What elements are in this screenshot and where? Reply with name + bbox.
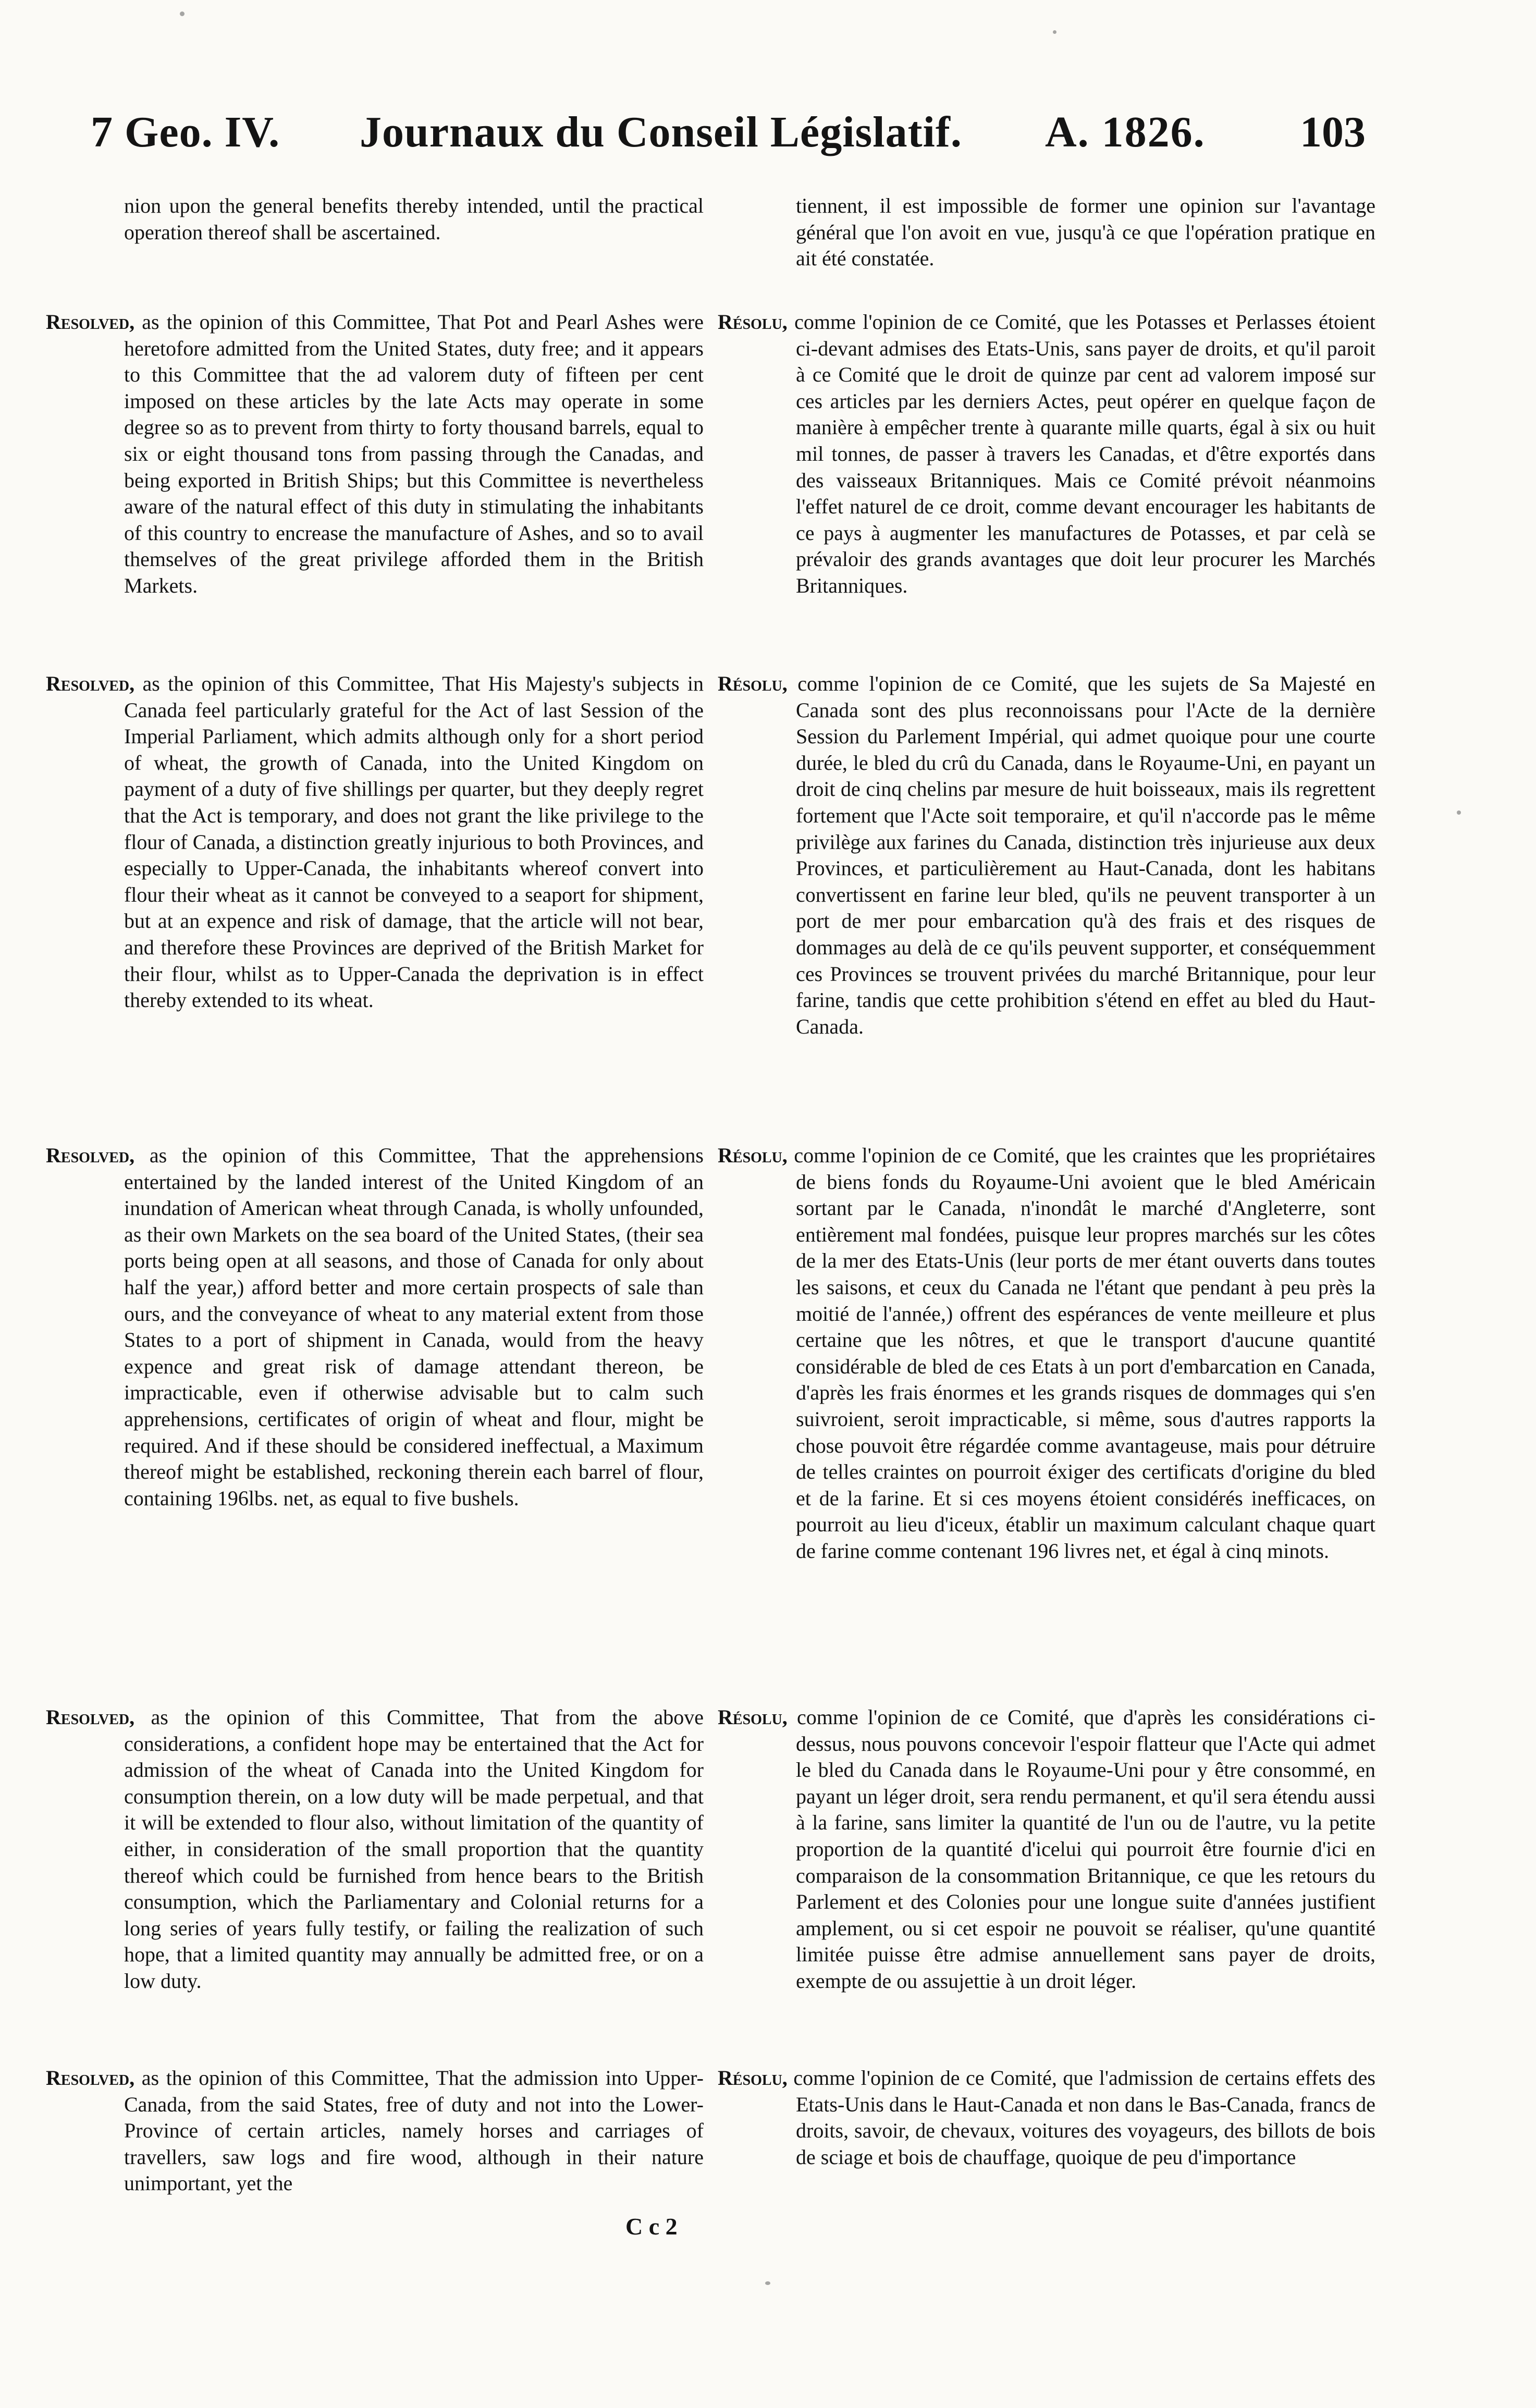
english-resolution-2 [46,671,704,1014]
resolution-lead: Resolved, [46,310,135,334]
english-resolution-1 [46,309,704,599]
paragraph-text: tiennent, il est impossible de former une opinion sur l'avantage général que l'on avoit en vue, jusqu'à ce que l'opération pratique en ait été constatée. [796,194,1375,271]
resolution-text: comme l'opinion de ce Comité, que les Potasses et Perlasses étoient ci-devant admises des Etats-Unis, sans payer de droits, et qu'il paroit à ce Comité que le droit de quinze par cent ad valorem imposé sur ces articles par les derniers Actes, peut opérer en quelque façon de manière à empêcher trente à quarante mille quarts, égal à six ou huit mil tonnes, de passer à travers les Canadas, et d'être exportés dans des vaisseaux Britanniques. Mais ce Comité prévoit néanmoins l'effet naturel de ce droit, comme devant encourager les habitants de ce pays à augmenter les manufactures de Potasses, et par celà se prévaloir des grands avantages que doit leur procurer les Marchés Britanniques. [787,310,1375,597]
ink-speck [765,2281,770,2285]
header-journal-title: Journaux du Conseil Législatif. [360,108,962,156]
resolution-text: comme l'opinion de ce Comité, que l'admission de certains effets des Etats-Unis dans le Haut-Canada et non dans le Bas-Canada, francs de droits, savoir, de chevaux, voitures des voyageurs, des billots de bois de sciage et bois de chauffage, quoique de peu d'importance [787,2066,1375,2169]
ink-speck [1053,30,1056,34]
resolution-lead: Resolved, [46,2066,135,2090]
ink-speck [1457,810,1461,815]
english-resolution-5 [46,2065,704,2197]
resolution-lead: Resolved, [46,1705,135,1729]
french-continuation-paragraph [718,193,1375,272]
french-resolution-5 [718,2065,1375,2170]
resolution-text: comme l'opinion de ce Comité, que d'après les considérations ci-dessus, nous pouvons concevoir l'espoir flatteur que l'Acte qui admet le bled du Canada dans le Royaume-Uni pour y être consommé, en payant un léger droit, sera rendu permanent, et qu'il sera étendu aussi à la farine, sans limiter la quantité de l'un ou de l'autre, vu la petite proportion de la quantité d'icelui qui pourroit être fournie d'ici en comparaison de la consommation Britannique, ce que les retours du Parlement et des Colonies pour une longue suite d'années justifient amplement, ou si cet espoir ne pouvoit se réaliser, qu'une quantité limitée puisse être admise annuellement sans payer de droits, exempte de ou assujettie à un droit léger. [787,1705,1375,1993]
english-resolution-3 [46,1142,704,1512]
english-continuation-paragraph [46,193,704,245]
resolution-lead: Résolu, [718,2066,788,2090]
printer-signature-mark: C c 2 [625,2213,678,2240]
resolution-lead: Resolved, [46,672,135,695]
resolution-lead: Résolu, [718,1144,788,1167]
page-header [78,107,1366,169]
french-resolution-4 [718,1704,1375,1995]
resolution-text: comme l'opinion de ce Comité, que les sujets de Sa Majesté en Canada sont des plus reconnoissans pour l'Acte de la dernière Session du Parlement Impérial, qui admet quoique pour une courte durée, le bled du crû du Canada, dans le Royaume-Uni, en payant un droit de cinq chelins par mesure de huit boisseaux, mais ils regrettent fortement que l'Acte soit temporaire, et qu'il n'accorde pas le même privilège aux farines du Canada, distinction très injurieuse aux deux Provinces, et particulièrement au Haut-Canada, dont les habitans convertissent en farine leur bled, qu'ils ne peuvent transporter à un port de mer pour embarcation qu'à des frais et des risques de dommages au delà de ce qu'ils peuvent supporter, et conséquemment ces Provinces se trouvent privées du marché Britannique, pour leur farine, tandis que cette prohibition s'étend en effet au bled du Haut-Canada. [787,672,1375,1038]
page-number: 103 [1300,108,1366,156]
resolution-lead: Resolved, [46,1144,135,1167]
resolution-text: as the opinion of this Committee, That the apprehensions entertained by the landed interest of the United Kingdom of an inundation of American wheat through Canada, is wholly unfounded, as their own Markets on the sea board of the United States, (their sea ports being open at all seasons, and those of Canada for only about half the year,) afford better and more certain prospects of sale than ours, and the conveyance of wheat to any material extent from those States to a port of shipment in Canada, would from the heavy expence and great risk of damage attendant thereon, be impracticable, even if otherwise advisable but to calm such apprehensions, certificates of origin of wheat and flour, might be required. And if these should be considered ineffectual, a Maximum thereof might be established, reckoning therein each barrel of flour, containing 196lbs. net, as equal to five bushels. [124,1144,704,1510]
resolution-lead: Résolu, [718,310,788,334]
resolution-text: comme l'opinion de ce Comité, que les craintes que les propriétaires de biens fonds du Royaume-Uni avoient que le bled Américain sortant par le Canada, n'inondât le marché d'Angleterre, sont entièrement mal fondées, puisque leur propres marchés sur les côtes de la mer des Etats-Unis (leur ports de mer étant ouverts dans toutes les saisons, et ceux du Canada ne l'étant que pendant à peu près la moitié de l'année,) offrent des espérances de vente meilleure et plus certaine que les nôtres, et que le transport d'aucune quantité considérable de bled de ces Etats à un port d'embarcation en Canada, d'après les frais énormes et les grands risques de dommages qui s'en suivroient, seroit impracticable, si même, sous d'autres rapports la chose pouvoit être régardée comme avantageuse, mais pour détruire de telles craintes on pourroit éxiger des certificats d'origine du bled et de la farine. Et si ces moyens étoient considérés inefficaces, on pourroit au lieu d'iceux, établir un maximum calculant chaque quart de farine comme contenant 196 livres net, et égal à cinq minots. [787,1144,1375,1563]
resolution-text: as the opinion of this Committee, That Pot and Pearl Ashes were heretofore admitted from the United States, duty free; and it appears to this Committee that the ad valorem duty of fifteen per cent imposed on these articles by the late Acts may operate in some degree so as to prevent from thirty to forty thousand barrels, equal to six or eight thousand tons from passing through the Canadas, and being exported in British Ships; but this Committee is nevertheless aware of the natural effect of this duty in stimulating the inhabitants of this country to encrease the manufacture of Ashes, and so to avail themselves of the great privilege afforded them in the British Markets. [124,310,704,597]
header-regnal-year: 7 Geo. IV. [91,108,280,156]
resolution-text: as the opinion of this Committee, That from the above considerations, a confident hope may be entertained that the Act for admission of the wheat of Canada into the United Kingdom for consumption therein, on a low duty will be made perpetual, and that it will be extended to flour also, without limitation of the quantity of either, in consideration of the small proportion that the quantity thereof which could be furnished from hence bears to the British consumption, which the Parliamentary and Colonial returns for a long series of years fully testify, or failing the realization of such hope, that a limited quantity may annually be admitted free, or on a low duty. [124,1705,704,1993]
resolution-text: as the opinion of this Committee, That the admission into Upper-Canada, from the said States, free of duty and not into the Lower-Province of certain articles, namely horses and carriages of travellers, saw logs and fire wood, although in their nature unimportant, yet the [124,2066,704,2195]
header-year: A. 1826. [1045,108,1206,156]
paragraph-text: nion upon the general benefits thereby intended, until the practical operation thereof shall be ascertained. [124,194,704,244]
resolution-lead: Résolu, [718,1705,788,1729]
resolution-lead: Résolu, [718,672,788,695]
ink-speck [180,11,185,16]
english-resolution-4 [46,1704,704,1995]
resolution-text: as the opinion of this Committee, That His Majesty's subjects in Canada feel particularly grateful for the Act of last Session of the Imperial Parliament, which admits although only for a short period of wheat, the growth of Canada, into the United Kingdom on payment of a duty of five shillings per quarter, but they deeply regret that the Act is temporary, and does not grant the like privilege to the flour of Canada, a distinction greatly injurious to both Provinces, and especially to Upper-Canada, the inhabitants whereof convert into flour their wheat as it cannot be conveyed to a seaport for shipment, but at an expence and risk of damage, that the article will not bear, and therefore these Provinces are deprived of the British Market for their flour, whilst as to Upper-Canada the deprivation is in effect thereby extended to its wheat. [124,672,704,1012]
french-resolution-2 [718,671,1375,1040]
french-resolution-1 [718,309,1375,599]
french-resolution-3 [718,1142,1375,1565]
